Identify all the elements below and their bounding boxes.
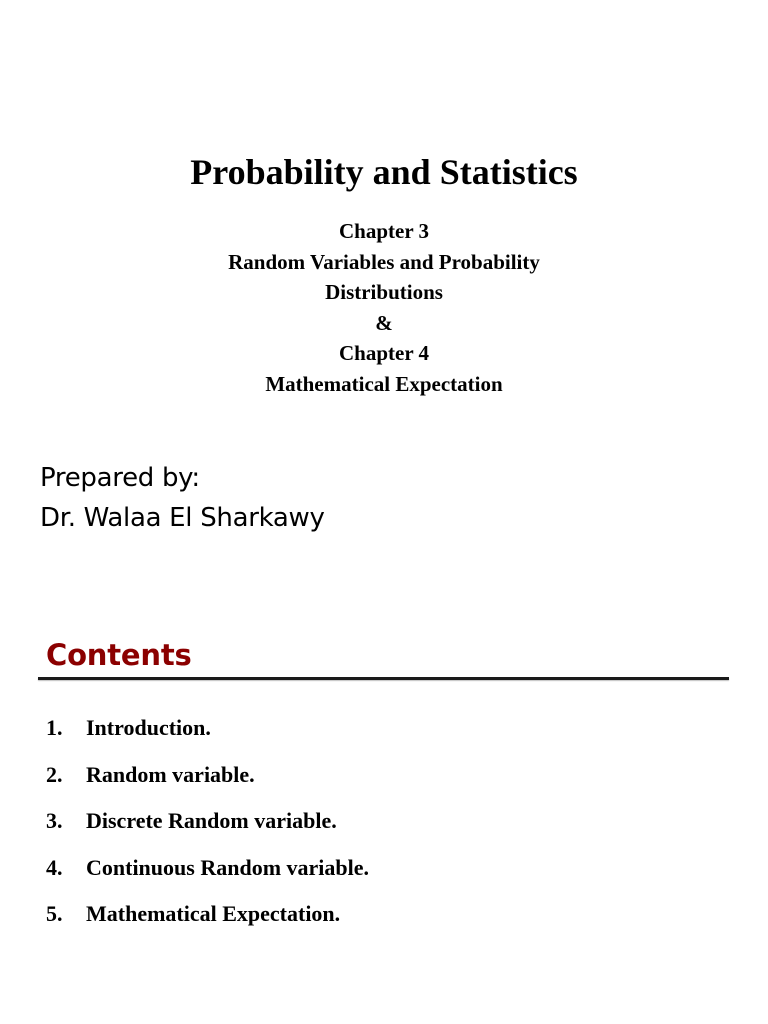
list-item (46, 852, 369, 899)
list-item-number: 5. (46, 901, 63, 926)
presentation-title: Probability and Statistics (190, 152, 578, 192)
list-item-text: Continuous Random variable. (86, 854, 370, 880)
subtitle-line-chapter-4: Chapter 4 (338, 341, 430, 365)
contents-slide (0, 600, 768, 1024)
author-name: Dr. Walaa El Sharkawy (40, 503, 325, 533)
list-item-text: Introduction. (86, 715, 211, 740)
list-item (46, 898, 369, 945)
list-item-number: 2. (46, 761, 63, 787)
subtitle-line-chapter-3-title-b: Distributions (325, 280, 443, 304)
list-item-text: Random variable. (86, 761, 255, 787)
list-item-number: 3. (46, 808, 63, 833)
list-item-number: 1. (46, 715, 63, 740)
subtitle-line-chapter-4-title: Mathematical Expectation (265, 371, 503, 396)
contents-heading: Contents (46, 638, 192, 672)
contents-divider (38, 677, 729, 680)
list-item-number: 4. (46, 854, 63, 880)
prepared-by-block (40, 458, 325, 538)
list-item (46, 759, 369, 806)
list-item (46, 805, 369, 852)
contents-list (46, 712, 369, 945)
list-item-text: Discrete Random variable. (86, 808, 337, 833)
prepared-by-label: Prepared by: (40, 463, 200, 493)
subtitle-line-ampersand: & (375, 310, 393, 335)
subtitle-line-chapter-3-title-a: Random Variables and Probability (228, 249, 540, 274)
list-item-text: Mathematical Expectation. (86, 901, 341, 926)
list-item (46, 712, 369, 759)
chapter-subtitle (0, 216, 768, 399)
subtitle-line-chapter-3: Chapter 3 (338, 219, 430, 243)
